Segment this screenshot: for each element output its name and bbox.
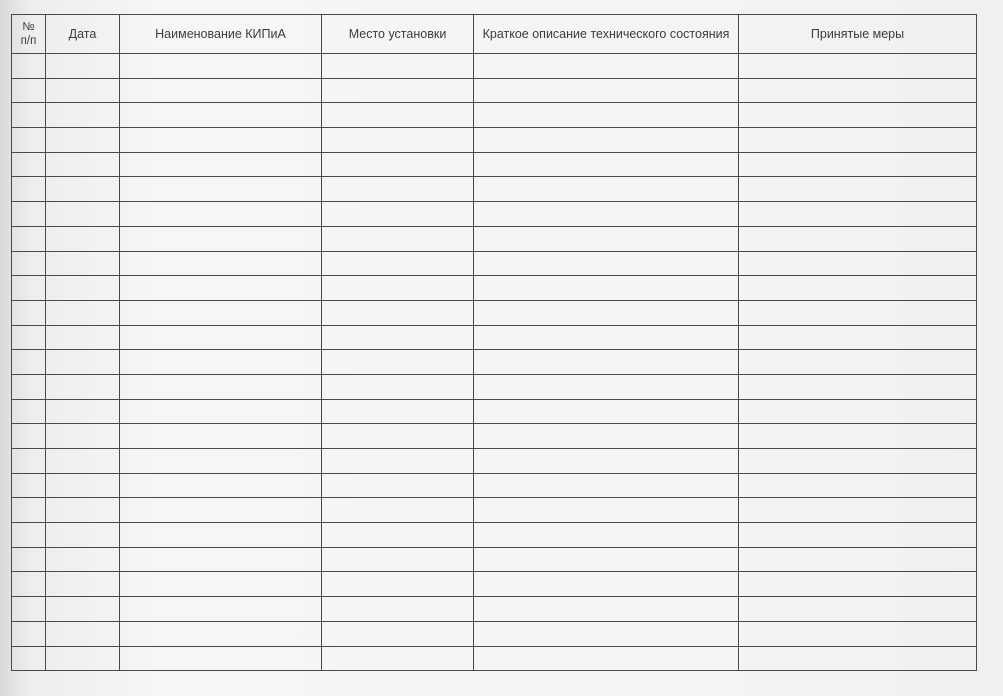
measures-cell: [739, 54, 977, 79]
table-row: [12, 572, 977, 597]
column-header-device-name: Наименование КИПиА: [120, 15, 322, 54]
condition-cell: [474, 621, 739, 646]
measures-cell: [739, 374, 977, 399]
column-header-date: Дата: [46, 15, 120, 54]
device-name-cell: [120, 547, 322, 572]
table-row: [12, 128, 977, 153]
condition-cell: [474, 226, 739, 251]
date-cell: [46, 572, 120, 597]
measures-cell: [739, 128, 977, 153]
column-header-number: [12, 15, 46, 54]
table-row: [12, 424, 977, 449]
date-cell: [46, 523, 120, 548]
condition-cell: [474, 498, 739, 523]
device-name-cell: [120, 325, 322, 350]
location-cell: [322, 78, 474, 103]
device-name-cell: [120, 226, 322, 251]
device-name-cell: [120, 251, 322, 276]
table-row: [12, 177, 977, 202]
table-body: [12, 54, 977, 671]
table-row: [12, 621, 977, 646]
condition-cell: [474, 449, 739, 474]
measures-cell: [739, 276, 977, 301]
condition-cell: [474, 325, 739, 350]
device-name-cell: [120, 449, 322, 474]
location-cell: [322, 547, 474, 572]
table-row: [12, 473, 977, 498]
date-cell: [46, 597, 120, 622]
measures-cell: [739, 498, 977, 523]
date-cell: [46, 374, 120, 399]
condition-cell: [474, 523, 739, 548]
location-cell: [322, 449, 474, 474]
number-cell: [12, 646, 46, 671]
condition-cell: [474, 103, 739, 128]
number-cell: [12, 523, 46, 548]
number-cell: [12, 103, 46, 128]
date-cell: [46, 103, 120, 128]
date-cell: [46, 276, 120, 301]
equipment-log-table: [11, 14, 977, 671]
number-cell: [12, 424, 46, 449]
location-cell: [322, 251, 474, 276]
location-cell: [322, 498, 474, 523]
condition-cell: [474, 424, 739, 449]
device-name-cell: [120, 572, 322, 597]
device-name-cell: [120, 597, 322, 622]
location-cell: [322, 473, 474, 498]
location-cell: [322, 646, 474, 671]
location-cell: [322, 374, 474, 399]
location-cell: [322, 300, 474, 325]
date-cell: [46, 54, 120, 79]
date-cell: [46, 251, 120, 276]
location-cell: [322, 202, 474, 227]
condition-cell: [474, 300, 739, 325]
table-row: [12, 251, 977, 276]
measures-cell: [739, 646, 977, 671]
location-cell: [322, 177, 474, 202]
location-cell: [322, 276, 474, 301]
location-cell: [322, 128, 474, 153]
date-cell: [46, 350, 120, 375]
measures-cell: [739, 177, 977, 202]
date-cell: [46, 621, 120, 646]
condition-cell: [474, 572, 739, 597]
table-row: [12, 325, 977, 350]
table-row: [12, 374, 977, 399]
number-cell: [12, 300, 46, 325]
condition-cell: [474, 473, 739, 498]
date-cell: [46, 152, 120, 177]
table-row: [12, 103, 977, 128]
location-cell: [322, 152, 474, 177]
location-cell: [322, 572, 474, 597]
date-cell: [46, 547, 120, 572]
date-cell: [46, 325, 120, 350]
number-cell: [12, 128, 46, 153]
condition-cell: [474, 597, 739, 622]
date-cell: [46, 449, 120, 474]
measures-cell: [739, 78, 977, 103]
number-cell: [12, 202, 46, 227]
device-name-cell: [120, 374, 322, 399]
column-header-number-line2: п/п: [20, 35, 37, 47]
measures-cell: [739, 621, 977, 646]
location-cell: [322, 523, 474, 548]
table-row: [12, 399, 977, 424]
number-cell: [12, 547, 46, 572]
table-row: [12, 350, 977, 375]
number-cell: [12, 621, 46, 646]
header-row: [12, 15, 977, 54]
measures-cell: [739, 399, 977, 424]
device-name-cell: [120, 646, 322, 671]
table-row: [12, 646, 977, 671]
number-cell: [12, 597, 46, 622]
location-cell: [322, 226, 474, 251]
date-cell: [46, 399, 120, 424]
device-name-cell: [120, 473, 322, 498]
device-name-cell: [120, 300, 322, 325]
measures-cell: [739, 325, 977, 350]
date-cell: [46, 78, 120, 103]
location-cell: [322, 103, 474, 128]
table-row: [12, 449, 977, 474]
number-cell: [12, 350, 46, 375]
table-row: [12, 152, 977, 177]
device-name-cell: [120, 152, 322, 177]
measures-cell: [739, 572, 977, 597]
number-cell: [12, 152, 46, 177]
measures-cell: [739, 473, 977, 498]
number-cell: [12, 78, 46, 103]
measures-cell: [739, 523, 977, 548]
number-cell: [12, 177, 46, 202]
number-cell: [12, 251, 46, 276]
table-row: [12, 202, 977, 227]
column-header-location: Место установки: [322, 15, 474, 54]
location-cell: [322, 424, 474, 449]
table-row: [12, 226, 977, 251]
number-cell: [12, 276, 46, 301]
number-cell: [12, 399, 46, 424]
table-row: [12, 498, 977, 523]
date-cell: [46, 177, 120, 202]
date-cell: [46, 498, 120, 523]
condition-cell: [474, 251, 739, 276]
date-cell: [46, 202, 120, 227]
condition-cell: [474, 128, 739, 153]
measures-cell: [739, 424, 977, 449]
condition-cell: [474, 54, 739, 79]
table-row: [12, 276, 977, 301]
number-cell: [12, 473, 46, 498]
number-cell: [12, 498, 46, 523]
location-cell: [322, 350, 474, 375]
table-row: [12, 597, 977, 622]
measures-cell: [739, 300, 977, 325]
table-row: [12, 54, 977, 79]
location-cell: [322, 54, 474, 79]
condition-cell: [474, 374, 739, 399]
device-name-cell: [120, 399, 322, 424]
location-cell: [322, 325, 474, 350]
condition-cell: [474, 78, 739, 103]
measures-cell: [739, 251, 977, 276]
location-cell: [322, 399, 474, 424]
table-row: [12, 78, 977, 103]
device-name-cell: [120, 54, 322, 79]
date-cell: [46, 226, 120, 251]
condition-cell: [474, 177, 739, 202]
measures-cell: [739, 597, 977, 622]
device-name-cell: [120, 621, 322, 646]
number-cell: [12, 54, 46, 79]
column-header-number-line1: №: [22, 21, 35, 33]
date-cell: [46, 128, 120, 153]
condition-cell: [474, 547, 739, 572]
device-name-cell: [120, 523, 322, 548]
condition-cell: [474, 202, 739, 227]
measures-cell: [739, 202, 977, 227]
device-name-cell: [120, 78, 322, 103]
condition-cell: [474, 152, 739, 177]
condition-cell: [474, 276, 739, 301]
device-name-cell: [120, 498, 322, 523]
measures-cell: [739, 226, 977, 251]
measures-cell: [739, 350, 977, 375]
number-cell: [12, 226, 46, 251]
device-name-cell: [120, 177, 322, 202]
device-name-cell: [120, 202, 322, 227]
device-name-cell: [120, 128, 322, 153]
number-cell: [12, 325, 46, 350]
condition-cell: [474, 646, 739, 671]
column-header-measures: Принятые меры: [739, 15, 977, 54]
location-cell: [322, 621, 474, 646]
date-cell: [46, 646, 120, 671]
number-cell: [12, 374, 46, 399]
location-cell: [322, 597, 474, 622]
number-cell: [12, 449, 46, 474]
table-row: [12, 523, 977, 548]
date-cell: [46, 473, 120, 498]
table-row: [12, 547, 977, 572]
device-name-cell: [120, 276, 322, 301]
date-cell: [46, 300, 120, 325]
device-name-cell: [120, 103, 322, 128]
condition-cell: [474, 399, 739, 424]
date-cell: [46, 424, 120, 449]
measures-cell: [739, 547, 977, 572]
condition-cell: [474, 350, 739, 375]
table-row: [12, 300, 977, 325]
measures-cell: [739, 103, 977, 128]
number-cell: [12, 572, 46, 597]
measures-cell: [739, 152, 977, 177]
device-name-cell: [120, 350, 322, 375]
device-name-cell: [120, 424, 322, 449]
measures-cell: [739, 449, 977, 474]
column-header-condition: Краткое описание технического состояния: [474, 15, 739, 54]
